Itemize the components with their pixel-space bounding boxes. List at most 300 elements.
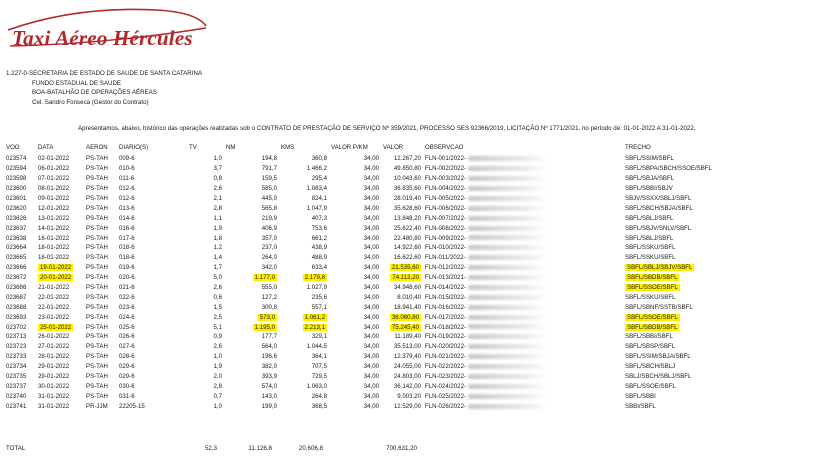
cell-text: FLN-011/2022- xyxy=(425,254,466,262)
nm-cell xyxy=(226,233,281,243)
cell-text: FLN-002/2022- xyxy=(425,165,466,173)
cell-text: 360,8 xyxy=(311,155,327,163)
cell-text: SBFL/SBPA/SBCH/SSOE/SBFL xyxy=(625,165,712,173)
cell-text: FLN-018/2022- xyxy=(425,323,466,331)
cell-text: FLN-005/2022- xyxy=(425,195,466,202)
cell-text: 012-6 xyxy=(119,185,135,193)
table-row xyxy=(6,352,745,362)
observation-cell xyxy=(425,352,625,362)
diary-cell xyxy=(119,302,189,312)
cell-text: PS-TAH xyxy=(86,204,108,212)
cell-text: 0,8 xyxy=(213,175,222,183)
cell-text: 36.142,00 xyxy=(393,382,421,390)
cell-text: 018-6 xyxy=(119,254,135,262)
date-cell xyxy=(38,194,86,204)
redacted-blur xyxy=(468,176,548,181)
cell-text: 34,00 xyxy=(363,175,379,183)
cell-text: FLN-012/2022- xyxy=(425,264,466,272)
value-cell xyxy=(383,381,425,391)
redacted-blur xyxy=(468,364,548,369)
cell-text: PS-TAH xyxy=(86,224,108,232)
cell-text: 9.003,20 xyxy=(397,392,421,400)
cell-text: PS-TAH xyxy=(86,353,108,361)
route-cell xyxy=(625,184,745,194)
cell-text: 34,00 xyxy=(363,363,379,371)
cell-text: 18.941,40 xyxy=(393,303,421,311)
cell-text: 28.019,40 xyxy=(393,195,421,202)
cell-text: 22205-15 xyxy=(119,402,145,410)
observation-cell xyxy=(425,332,625,342)
cell-text: SBFL/SSKU/SBFL xyxy=(625,254,676,262)
tv-cell xyxy=(189,184,226,194)
kms-cell xyxy=(281,322,331,332)
aircraft-cell xyxy=(86,243,119,253)
flight-cell xyxy=(6,174,38,184)
diary-cell xyxy=(119,283,189,293)
table-row xyxy=(6,283,745,293)
flight-cell xyxy=(6,164,38,174)
redacted-blur xyxy=(468,305,548,310)
rate-cell xyxy=(331,164,383,174)
cell-text: 564,0 xyxy=(261,343,277,351)
aircraft-cell xyxy=(86,194,119,204)
cell-text: SBFL/SSIM/SBFL xyxy=(625,155,674,163)
recipient-line: 1.227-0-SECRETARIA DE ESTADO DE SAUDE DE SANTA CATARINA xyxy=(6,70,203,77)
cell-text: 661,2 xyxy=(311,234,327,242)
kms-cell xyxy=(281,362,331,372)
observation-cell xyxy=(425,154,625,164)
cell-text: 34,00 xyxy=(363,244,379,252)
column-header: TV xyxy=(189,144,197,151)
cell-text: 012-6 xyxy=(119,195,135,202)
observation-cell xyxy=(425,164,625,174)
redacted-blur xyxy=(468,275,548,280)
cell-text: PS-TAH xyxy=(86,244,108,252)
cell-text: SBFL/SSKU/SBFL xyxy=(625,244,676,252)
cell-text: 023-6 xyxy=(119,303,135,311)
cell-text: 364,1 xyxy=(311,353,327,361)
tv-cell xyxy=(189,372,226,382)
cell-text: 2,1 xyxy=(213,195,222,202)
cell-text: 357,0 xyxy=(261,234,277,242)
tv-cell xyxy=(189,233,226,243)
rate-cell xyxy=(331,273,383,283)
rate-cell xyxy=(331,223,383,233)
cell-text: 24.055,00 xyxy=(393,363,421,371)
aircraft-cell xyxy=(86,213,119,223)
cell-text: 196,6 xyxy=(261,353,277,361)
nm-cell xyxy=(226,164,281,174)
cell-text: 014-6 xyxy=(119,214,135,222)
cell-text: 1,2 xyxy=(213,244,222,252)
aircraft-cell xyxy=(86,381,119,391)
nm-cell xyxy=(226,263,281,273)
cell-text: 1.083,4 xyxy=(306,185,327,193)
column-header: TRECHO xyxy=(625,144,651,151)
cell-text: PS-TAH xyxy=(86,284,108,292)
cell-text: 199,0 xyxy=(261,402,277,410)
table-row xyxy=(6,302,745,312)
company-logo xyxy=(6,4,216,50)
cell-text: SBFL/SBCH/SBLJ xyxy=(625,363,676,371)
cell-text: 16.622,60 xyxy=(393,254,421,262)
cell-text: PS-TAH xyxy=(86,382,108,390)
cell-text: 3,7 xyxy=(213,165,222,173)
diary-cell xyxy=(119,194,189,204)
total-nm: 11.126,8 xyxy=(248,445,272,452)
column-header: VALOR P/KM xyxy=(331,144,368,151)
route-cell xyxy=(625,164,745,174)
kms-cell xyxy=(281,164,331,174)
cell-text: 0,7 xyxy=(213,392,222,400)
redacted-blur xyxy=(468,216,548,221)
cell-text: SBFL/SSOE/SBFL xyxy=(627,313,678,321)
table-row xyxy=(6,194,745,204)
nm-cell xyxy=(226,223,281,233)
table-row xyxy=(6,391,745,401)
diary-cell xyxy=(119,352,189,362)
aircraft-cell xyxy=(86,174,119,184)
tv-cell xyxy=(189,154,226,164)
diary-cell xyxy=(119,273,189,283)
diary-cell xyxy=(119,184,189,194)
cell-text: 023693 xyxy=(6,313,27,321)
value-cell xyxy=(383,352,425,362)
cell-text: SBFL/SSIM/SBJA/SBFL xyxy=(625,353,691,361)
cell-text: 018-6 xyxy=(119,244,135,252)
diary-cell xyxy=(119,203,189,213)
aircraft-cell xyxy=(86,332,119,342)
cell-text: 1,7 xyxy=(213,264,222,272)
observation-cell xyxy=(425,213,625,223)
column-header: VOO xyxy=(6,144,20,151)
cell-text: 143,0 xyxy=(261,392,277,400)
flight-cell xyxy=(6,302,38,312)
cell-text: 12-01-2022 xyxy=(38,204,70,212)
cell-text: 12.267,20 xyxy=(393,155,421,163)
kms-cell xyxy=(281,223,331,233)
cell-text: 19-01-2022 xyxy=(40,264,72,272)
nm-cell xyxy=(226,213,281,223)
cell-text: 18-01-2022 xyxy=(38,244,70,252)
cell-text: 49.850,80 xyxy=(393,165,421,173)
date-cell xyxy=(38,372,86,382)
observation-cell xyxy=(425,391,625,401)
cell-text: SBFL/SBBI/SBJV xyxy=(625,185,673,193)
cell-text: 1.177,0 xyxy=(254,274,275,282)
cell-text: 34,00 xyxy=(363,323,379,331)
kms-cell xyxy=(281,203,331,213)
route-cell xyxy=(625,391,745,401)
nm-cell xyxy=(226,302,281,312)
observation-cell xyxy=(425,223,625,233)
tv-cell xyxy=(189,174,226,184)
cell-text: 5,0 xyxy=(213,274,222,282)
redacted-blur xyxy=(468,354,548,359)
cell-text: FLN-022/2022- xyxy=(425,363,466,371)
cell-text: 824,1 xyxy=(311,195,327,202)
nm-cell xyxy=(226,292,281,302)
diary-cell xyxy=(119,223,189,233)
cell-text: FLN-017/2022- xyxy=(425,313,466,321)
observation-cell xyxy=(425,263,625,273)
diary-cell xyxy=(119,372,189,382)
rate-cell xyxy=(331,174,383,184)
cell-text: 02-01-2022 xyxy=(38,155,70,163)
redacted-blur xyxy=(468,255,548,260)
cell-text: 12.529,00 xyxy=(393,402,421,410)
diary-cell xyxy=(119,263,189,273)
column-header: VALOR xyxy=(383,144,404,151)
cell-text: PR-JJM xyxy=(86,402,108,410)
kms-cell xyxy=(281,233,331,243)
table-row xyxy=(6,401,745,411)
cell-text: 488,9 xyxy=(311,254,327,262)
cell-text: 34,00 xyxy=(363,185,379,193)
cell-text: 025-6 xyxy=(119,323,135,331)
cell-text: 023672 xyxy=(6,274,27,282)
cell-text: SBFL/SBDB/SBFL xyxy=(627,274,678,282)
cell-text: PS-TAH xyxy=(86,185,108,193)
cell-text: 023734 xyxy=(6,363,27,371)
cell-text: 023637 xyxy=(6,224,27,232)
flight-cell xyxy=(6,184,38,194)
redacted-blur xyxy=(468,226,548,231)
nm-cell xyxy=(226,154,281,164)
value-cell xyxy=(383,273,425,283)
value-cell xyxy=(383,223,425,233)
diary-cell xyxy=(119,332,189,342)
aircraft-cell xyxy=(86,203,119,213)
flight-cell xyxy=(6,263,38,273)
kms-cell xyxy=(281,263,331,273)
kms-cell xyxy=(281,154,331,164)
cell-text: 1.195,0 xyxy=(254,323,275,331)
column-header: DATA xyxy=(38,144,54,151)
date-cell xyxy=(38,213,86,223)
table-row xyxy=(6,381,745,391)
cell-text: SBFL/SBDB/SBFL xyxy=(627,323,678,331)
cell-text: 030-6 xyxy=(119,382,135,390)
diary-cell xyxy=(119,253,189,263)
value-cell xyxy=(383,342,425,352)
table-row xyxy=(6,332,745,342)
tv-cell xyxy=(189,302,226,312)
table-row xyxy=(6,263,745,273)
cell-text: 021-6 xyxy=(119,284,135,292)
cell-text: 34,00 xyxy=(363,303,379,311)
cell-text: SBFL/SBLJ/SBFL xyxy=(625,214,674,222)
recipient-line: Cel. Sandro Fonseca (Gestor do Contrato) xyxy=(32,98,149,106)
cell-text: 407,3 xyxy=(311,214,327,222)
cell-text: 016-6 xyxy=(119,224,135,232)
cell-text: SBFL/SBJV/SNLV/SBFL xyxy=(625,224,692,232)
rate-cell xyxy=(331,263,383,273)
cell-text: 23-01-2022 xyxy=(38,313,70,321)
cell-text: SBJV/SSXX/SBLJ/SBFL xyxy=(625,195,692,202)
redacted-blur xyxy=(468,156,548,161)
redacted-blur xyxy=(468,245,548,250)
cell-text: PS-TAH xyxy=(86,264,108,272)
kms-cell xyxy=(281,213,331,223)
value-cell xyxy=(383,332,425,342)
cell-text: 35.513,00 xyxy=(393,343,421,351)
nm-cell xyxy=(226,372,281,382)
cell-text: FLN-016/2022- xyxy=(425,303,466,311)
operations-table xyxy=(6,141,745,411)
tv-cell xyxy=(189,352,226,362)
nm-cell xyxy=(226,194,281,204)
observation-cell xyxy=(425,312,625,322)
total-valor: 700.631,20 xyxy=(386,445,417,452)
date-cell xyxy=(38,243,86,253)
table-body xyxy=(6,154,745,411)
aircraft-cell xyxy=(86,352,119,362)
redacted-blur xyxy=(468,235,548,240)
nm-cell xyxy=(226,273,281,283)
cell-text: 753,6 xyxy=(311,224,327,232)
tv-cell xyxy=(189,292,226,302)
observation-cell xyxy=(425,342,625,352)
cell-text: 07-01-2022 xyxy=(38,175,70,183)
nm-cell xyxy=(226,174,281,184)
cell-text: 023665 xyxy=(6,254,27,262)
flight-cell xyxy=(6,401,38,411)
cell-text: 10.043,60 xyxy=(393,175,421,183)
cell-text: 34,00 xyxy=(363,313,379,321)
flight-cell xyxy=(6,381,38,391)
cell-text: SBFL/SBJA/SBFL xyxy=(625,175,675,183)
nm-cell xyxy=(226,283,281,293)
cell-text: 34,00 xyxy=(363,402,379,410)
cell-text: 1.027,9 xyxy=(306,284,327,292)
rate-cell xyxy=(331,184,383,194)
cell-text: 342,0 xyxy=(261,264,277,272)
cell-text: 14.922,60 xyxy=(393,244,421,252)
cell-text: 12.379,40 xyxy=(393,353,421,361)
tv-cell xyxy=(189,381,226,391)
table-row xyxy=(6,362,745,372)
aircraft-cell xyxy=(86,283,119,293)
cell-text: 13.848,20 xyxy=(393,214,421,222)
observation-cell xyxy=(425,372,625,382)
value-cell xyxy=(383,372,425,382)
cell-text: FLN-009/2022- xyxy=(425,234,466,242)
table-row xyxy=(6,233,745,243)
flight-cell xyxy=(6,342,38,352)
cell-text: 028-6 xyxy=(119,353,135,361)
cell-text: PS-TAH xyxy=(86,165,108,173)
diary-cell xyxy=(119,233,189,243)
cell-text: FLN-021/2022- xyxy=(425,353,466,361)
cell-text: 22-01-2022 xyxy=(38,293,70,301)
cell-text: 08-01-2022 xyxy=(38,185,70,193)
cell-text: 1,0 xyxy=(213,353,222,361)
cell-text: 024-6 xyxy=(119,313,135,321)
cell-text: 2,6 xyxy=(213,185,222,193)
route-cell xyxy=(625,352,745,362)
cell-text: FLN-014/2022- xyxy=(425,284,466,292)
nm-cell xyxy=(226,352,281,362)
cell-text: 34,00 xyxy=(363,254,379,262)
cell-text: 585,0 xyxy=(261,185,277,193)
nm-cell xyxy=(226,253,281,263)
aircraft-cell xyxy=(86,223,119,233)
cell-text: 023713 xyxy=(6,333,27,341)
redacted-blur xyxy=(468,196,548,201)
cell-text: 023664 xyxy=(6,244,27,252)
date-cell xyxy=(38,352,86,362)
flight-cell xyxy=(6,223,38,233)
redacted-blur xyxy=(468,334,548,339)
cell-text: 020-6 xyxy=(119,274,135,282)
route-cell xyxy=(625,342,745,352)
cell-text: 555,0 xyxy=(261,284,277,292)
cell-text: 219,9 xyxy=(261,214,277,222)
cell-text: SBFL/SSOE/SBFL xyxy=(625,382,676,390)
tv-cell xyxy=(189,342,226,352)
diary-cell xyxy=(119,312,189,322)
cell-text: SBFL/SSOE/SBFL xyxy=(627,284,678,292)
nm-cell xyxy=(226,184,281,194)
tv-cell xyxy=(189,203,226,213)
route-cell xyxy=(625,243,745,253)
flight-cell xyxy=(6,233,38,243)
cell-text: SBFL/SBSP/SBFL xyxy=(625,343,676,351)
rate-cell xyxy=(331,372,383,382)
rate-cell xyxy=(331,302,383,312)
diary-cell xyxy=(119,342,189,352)
cell-text: 633,4 xyxy=(311,264,327,272)
observation-cell xyxy=(425,194,625,204)
route-cell xyxy=(625,273,745,283)
kms-cell xyxy=(281,292,331,302)
value-cell xyxy=(383,164,425,174)
aircraft-cell xyxy=(86,273,119,283)
value-cell xyxy=(383,312,425,322)
table-row xyxy=(6,253,745,263)
cell-text: 023687 xyxy=(6,293,27,301)
cell-text: 557,1 xyxy=(311,303,327,311)
cell-text: 16-01-2022 xyxy=(38,234,70,242)
rate-cell xyxy=(331,203,383,213)
cell-text: PS-TAH xyxy=(86,195,108,202)
redacted-blur xyxy=(468,265,548,270)
route-cell xyxy=(625,322,745,332)
cell-text: 235,6 xyxy=(311,293,327,301)
rate-cell xyxy=(331,194,383,204)
cell-text: 017-6 xyxy=(119,234,135,242)
cell-text: SBFL/SBBI/SBFL xyxy=(625,333,673,341)
date-cell xyxy=(38,342,86,352)
route-cell xyxy=(625,283,745,293)
cell-text: 36.080,80 xyxy=(391,313,419,321)
cell-text: 74.113,20 xyxy=(392,274,419,282)
cell-text: 023723 xyxy=(6,343,27,351)
cell-text: 1,1 xyxy=(213,214,222,222)
value-cell xyxy=(383,401,425,411)
aircraft-cell xyxy=(86,233,119,243)
cell-text: 368,5 xyxy=(311,402,327,410)
aircraft-cell xyxy=(86,391,119,401)
cell-text: 20-01-2022 xyxy=(40,274,72,282)
table-row xyxy=(6,372,745,382)
cell-text: SBFL/SBNF/SSTB/SBFL xyxy=(625,303,693,311)
cell-text: FLN-026/2022- xyxy=(425,402,466,410)
flight-cell xyxy=(6,391,38,401)
table-row xyxy=(6,174,745,184)
cell-text: PS-TAH xyxy=(86,373,108,381)
